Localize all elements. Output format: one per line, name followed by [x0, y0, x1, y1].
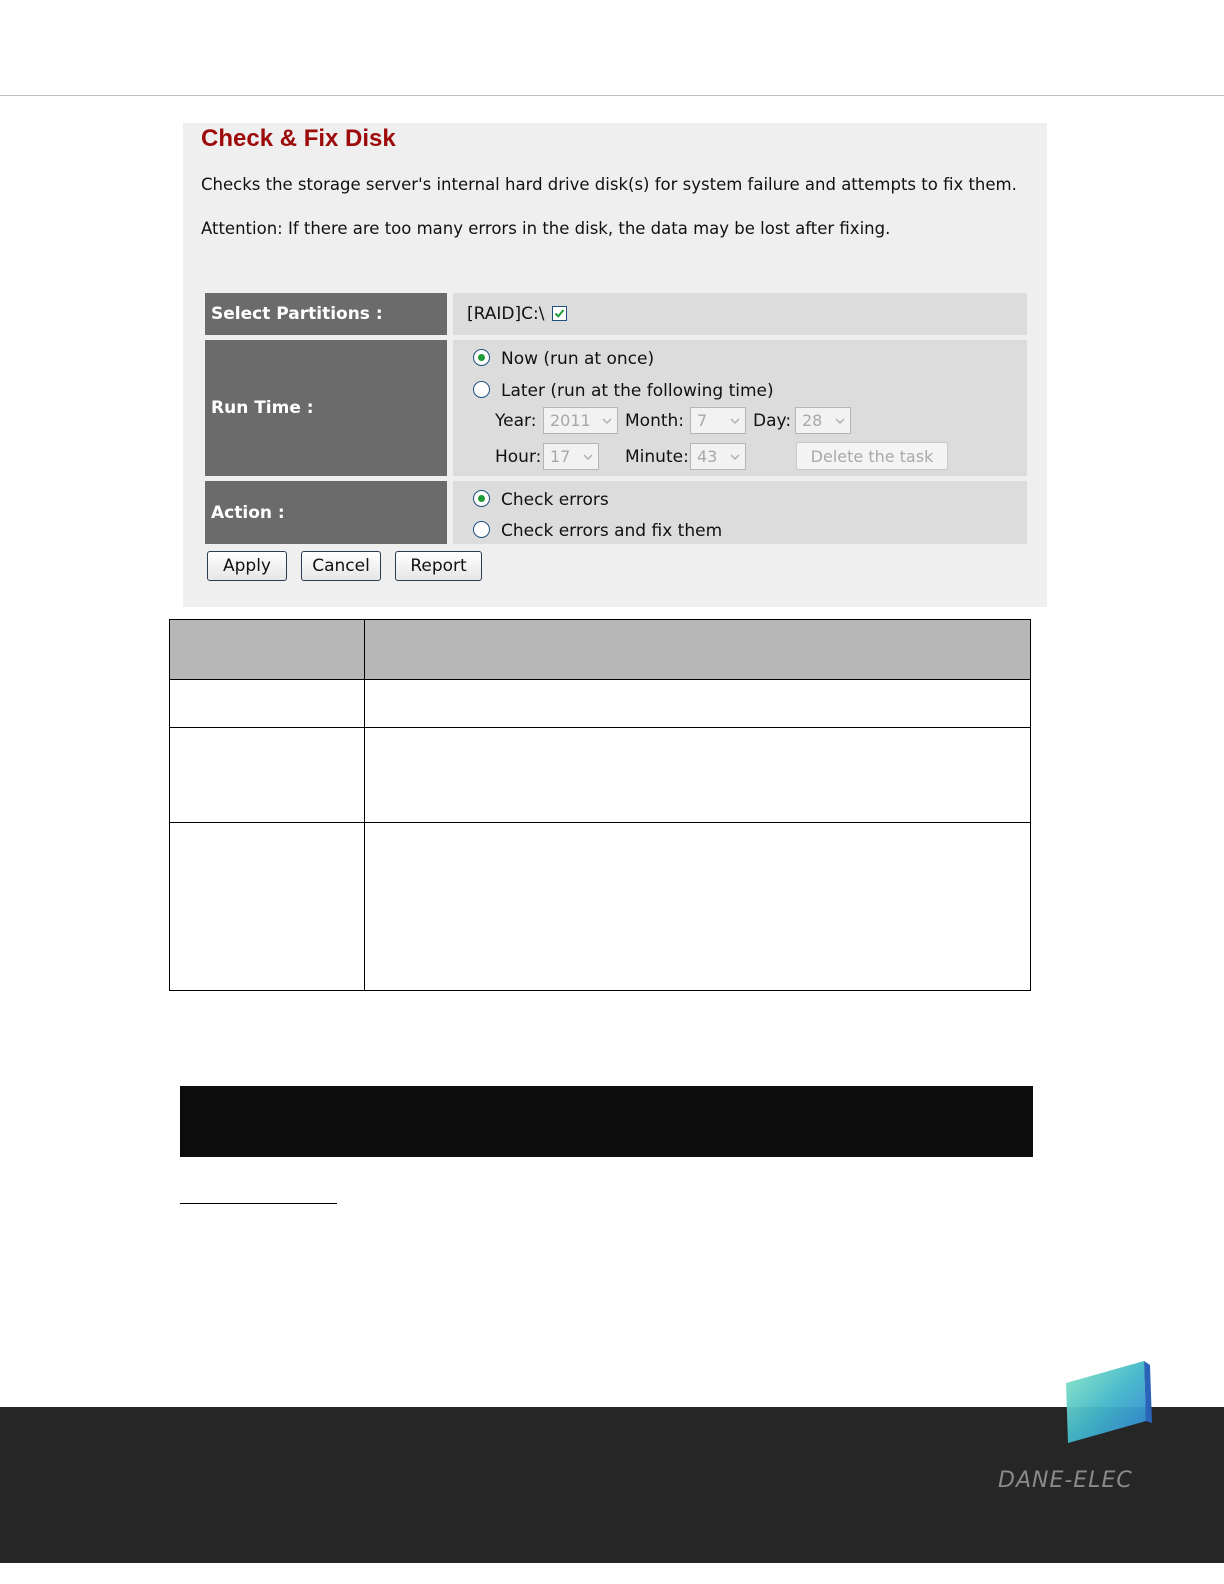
day-label: Day: — [753, 411, 792, 431]
partition-name: [RAID]C:\ — [467, 304, 545, 324]
chevron-down-icon — [578, 444, 598, 469]
run-time-value — [453, 340, 1027, 476]
panel-attention: Attention: If there are too many errors in the disk, the data may be lost after fixing. — [201, 219, 891, 238]
table-column-divider — [364, 620, 365, 990]
run-later-radio[interactable] — [473, 381, 490, 398]
radio-selected-dot — [478, 495, 485, 502]
chevron-down-icon — [725, 444, 745, 469]
action-value — [453, 481, 1027, 544]
year-select[interactable] — [543, 407, 618, 434]
run-now-label: Now (run at once) — [501, 349, 655, 369]
chevron-down-icon — [830, 408, 850, 433]
header-divider — [0, 95, 1224, 96]
partition-checkbox[interactable] — [552, 306, 567, 321]
month-label: Month: — [625, 411, 685, 431]
parameter-table — [169, 619, 1031, 991]
table-row-divider — [170, 679, 1030, 680]
apply-button[interactable]: Apply — [207, 551, 287, 581]
day-select[interactable] — [795, 407, 851, 434]
month-select[interactable] — [690, 407, 746, 434]
hour-label: Hour: — [495, 447, 542, 467]
table-row-divider — [170, 727, 1030, 728]
year-select-value: 2011 — [550, 411, 591, 430]
hour-select-value: 17 — [550, 447, 571, 466]
select-partitions-label: Select Partitions : — [205, 293, 447, 335]
minute-select-value: 43 — [697, 447, 718, 466]
brand-logo: DANE-ELEC — [998, 1468, 1133, 1493]
run-now-radio[interactable] — [473, 349, 490, 366]
panel-description: Checks the storage server's internal hard drive disk(s) for system failure and attempts to fix them. — [201, 175, 1017, 194]
run-later-label: Later (run at the following time) — [501, 381, 774, 401]
select-partitions-value — [453, 293, 1027, 335]
footnote-divider — [180, 1203, 337, 1204]
table-header — [170, 620, 1030, 679]
section-banner — [180, 1086, 1033, 1157]
brand-cube-icon — [1058, 1355, 1158, 1445]
month-select-value: 7 — [697, 411, 708, 430]
minute-label: Minute: — [625, 447, 689, 467]
checkmark-icon — [554, 308, 565, 319]
chevron-down-icon — [597, 408, 617, 433]
hour-select[interactable] — [543, 443, 599, 470]
minute-select[interactable] — [690, 443, 746, 470]
radio-selected-dot — [478, 354, 485, 361]
check-fix-disk-panel — [183, 123, 1047, 607]
check-errors-label: Check errors — [501, 490, 609, 510]
table-row-divider — [170, 822, 1030, 823]
delete-task-button[interactable]: Delete the task — [796, 442, 948, 470]
year-label: Year: — [495, 411, 537, 431]
cancel-button[interactable]: Cancel — [301, 551, 381, 581]
day-select-value: 28 — [802, 411, 823, 430]
chevron-down-icon — [725, 408, 745, 433]
action-label: Action : — [205, 481, 447, 544]
check-errors-radio[interactable] — [473, 490, 490, 507]
report-button[interactable]: Report — [395, 551, 482, 581]
page-title: Check & Fix Disk — [201, 125, 396, 152]
run-time-label: Run Time : — [205, 340, 447, 476]
check-fix-label: Check errors and fix them — [501, 521, 723, 541]
check-fix-radio[interactable] — [473, 521, 490, 538]
